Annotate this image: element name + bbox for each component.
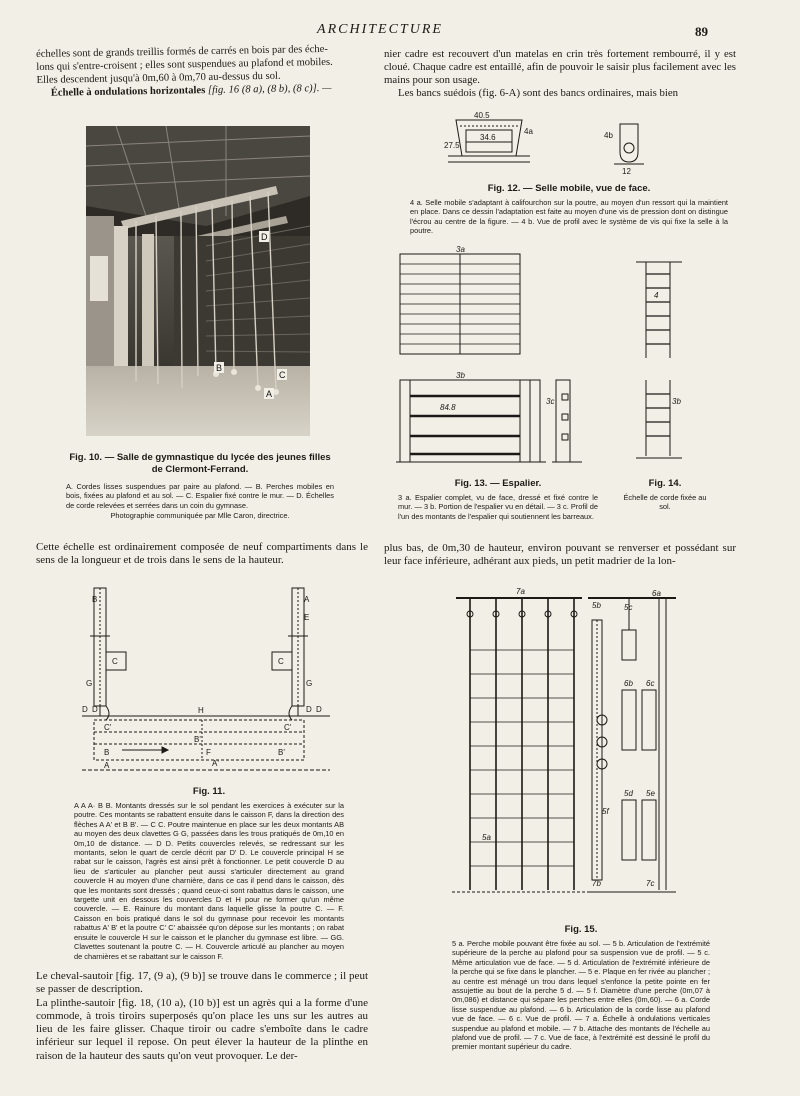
fig13-label: 3b <box>456 371 465 380</box>
fig13-label: 3a <box>456 245 465 254</box>
bancs-text: Les bancs suédois (fig. 6-A) sont des bancs ordinaires, mais bien <box>398 87 679 99</box>
fig15-label: 7b <box>592 879 601 888</box>
fig15-label: 5d <box>624 789 633 798</box>
fig11-legend: A A A· B B. Montants dressés sur le sol pendant les exercices à exécuter sur la poutre. Ces montants se rabattent ensuite dans le caisson F, dans la direction des flèches A A' et B B'. — C C. Poutre maintenue en place sur les deux montants AB au moyen des deux clavettes G G, passées dans les trous pratiqués de 0m,10 en 0m,10 de distance. — D D. Petits couvercles relevés, se redressant sur les montants, selon le quart de cercle décrit par D' D. Le couvercle principal H se rabat sur le caisson, l'agrès est ainsi prêt à fonctionner. Le petit couvercle D au lieu de s'articuler au plancher peut aussi s'articuler directement au grand couvercle H au moyen d'une charnière, dans ce cas il pend dans le caisson, dès que les montants sont dressés ; quand ceux-ci sont rabattus dans le caisson, une targette unit en dessous les couvercles D et H pour ne former qu'un même couvercle. — E. Rainure du montant dans laquelle glisse la poutre C. — F. Caisson en bois pratiqué dans le sol du gymnase pour recevoir les montants rabattus A' B' et la poutre C' C' abaissée qu'on dépose sur les montants ; on rabat ensuite le couvercle H sur le caisson et le plancher du gymnase est libre. — GG. Clavettes soutenant la poutre C. — H. Couvercle articulé au plancher au moyen de charnières et se rabattant sur le caisson F. <box>74 801 344 961</box>
fig15-legend: 5 a. Perche mobile pouvant être fixée au sol. — 5 b. Articulation de l'extrémité supérieure de la perche au plafond pour sa suspension vue de profil. — 5 c. Même articulation vue de face. — 5 d. Articulation de l'extrémité inférieure de la perche qui se fixe dans le plancher. — 5 e. Plaque en fer rivée au plancher ; au centre est ménagé un trou dans lequel s'enfonce la petite pointe en fer assujettie au bout de la perche 5 d. — 5 f. Diamètre d'une perche (0m,07 à 0m,086) et distance qui sépare les perches entre elles (0m,60). — 6 a. Corde lisse suspendue au plafond. — 6 b. Articulation de la corde lisse au plafond vue de face. — 6 c. Vue de profil. — 7 a. Échelle à ondulations verticales suspendue au plafond et mobile. — 7 b. Attache des montants de l'échelle au plafond vue de profil. — 7 c. Vue de face, à l'extrémité est dessiné le profil du premier montant supérieur du cadre. <box>452 939 710 1052</box>
fig12-dim: 27.5 <box>444 141 460 150</box>
heading-bold: Échelle à ondulations horizontales <box>50 85 206 99</box>
fig15-label: 5e <box>646 789 655 798</box>
fig12-title: Fig. 12. — Selle mobile, vue de face. <box>487 183 651 194</box>
intro-line: lons qui s'entre-croisent ; elles sont suspendues au plafond et mobiles. <box>36 56 333 73</box>
fig10-photo <box>86 126 310 436</box>
fig11-label: B <box>92 595 98 604</box>
fig12-dim: 40.5 <box>474 111 490 120</box>
fig11-label: D <box>316 705 322 714</box>
fig11-label: H <box>198 706 204 715</box>
photo-label-a: A <box>266 389 273 399</box>
fig11-label: D <box>306 705 312 714</box>
plinthe-paragraph: La plinthe-sautoir [fig. 18, (10 a), (10 b)] est un agrès qui a la forme d'une commode, à trois tiroirs superposés qu'on place les uns sur les autres au lieu de les faire glisser. Chaque tiroir ou cadre s'emboîte dans le cadre inférieur sur lequel il repose. On peut élever la hauteur de la plinthe en raison de la hauteur des sauts qu'on veut provoquer. Le der- <box>36 996 368 1062</box>
fig12-caption <box>410 183 728 236</box>
cheval-paragraph: Le cheval-sautoir [fig. 17, (9 a), (9 b)] se trouve dans le commerce ; il peut se passer de description. <box>36 970 368 996</box>
fig11-label: A <box>104 761 110 770</box>
intro-paragraph <box>36 42 367 100</box>
fig11-title: Fig. 11. <box>192 786 226 797</box>
fig11-label: C' <box>284 723 292 732</box>
fig15-label: 5c <box>624 603 633 612</box>
photo-label-c: C <box>279 370 286 380</box>
fig14-label: 3b <box>672 397 681 406</box>
left-column <box>36 43 366 100</box>
bancs-paragraph <box>384 87 736 100</box>
fig15-label: 6c <box>646 679 655 688</box>
fig15-label: 5b <box>592 601 601 610</box>
fig10-caption <box>66 452 334 521</box>
intro-line: échelles sont de grands treillis formés de carrés en bois par des éche- <box>36 43 328 60</box>
fig15-drawing <box>452 587 676 920</box>
running-title: ARCHITECTURE <box>317 22 443 37</box>
fig11-caption <box>74 786 344 961</box>
fig15-caption <box>452 924 710 1052</box>
fig14-drawing <box>632 258 692 468</box>
fig10-title: Fig. 10. — Salle de gymnastique du lycée des jeunes filles de Clermont-Ferrand. <box>69 452 331 475</box>
fig14-legend: Échelle de corde fixée au sol. <box>623 493 707 512</box>
fig15-label: 5a <box>482 833 491 842</box>
gymnasium-photo-illustration <box>86 126 310 436</box>
fig13-drawing <box>396 245 606 470</box>
heading-ref: [fig. 16 (8 a), (8 b), (8 c)]. — <box>207 82 332 97</box>
fig12-legend: 4 a. Selle mobile s'adaptant à califourchon sur la poutre, au moyen d'un ressort qui la maintient en place. Dans ce dessin l'adaptation est faite au moyen d'une vis de pression dont on distingue l'écrou au centre de la figure. — 4 b. Vue de profil avec le système de vis qui fixe la selle à la poutre. <box>410 198 728 236</box>
right-column <box>384 48 736 100</box>
fig15-label: 7c <box>646 879 655 888</box>
fig12-dim: 4a <box>524 127 533 136</box>
fig11-label: D <box>82 705 88 714</box>
fig13-label: 84.8 <box>440 403 456 412</box>
fig11-label: E <box>304 613 310 622</box>
fig12-drawing <box>444 112 684 176</box>
fig15-label: 5f <box>602 807 609 816</box>
fig11-label: B' <box>194 735 201 744</box>
fig11-label: C' <box>104 723 112 732</box>
echelle-paragraph: Cette échelle est ordinairement composée de neuf compartiments dans le sens de la longueur et de trois dans le sens de la hauteur. <box>36 541 368 566</box>
fig11-drawing <box>82 580 330 780</box>
fig10-legend: A. Cordes lisses suspendues par paire au plafond. — B. Perches mobiles en bois, fixées au plafond et au sol. — C. Espalier fixé contre le mur. — D. Échelles de corde relevées et serrées dans un coin du gymnase. <box>66 482 334 510</box>
fig15-title: Fig. 15. <box>564 924 598 935</box>
fig15-label: 6b <box>624 679 633 688</box>
fig11-label: A <box>304 595 310 604</box>
fig13-title: Fig. 13. — Espalier. <box>454 478 542 489</box>
fig13-legend: 3 a. Espalier complet, vu de face, dressé et fixé contre le mur. — 3 b. Portion de l'espalier vu en détail. — 3 c. Profil de l'un des montants de l'espalier qui soutiennent les barreaux. <box>398 493 598 521</box>
fig15-label: 6a <box>652 589 661 598</box>
fig15-label: 7a <box>516 587 525 596</box>
fig11-label: C <box>112 657 118 666</box>
fig11-label: A' <box>212 759 219 768</box>
fig14-title: Fig. 14. <box>648 478 682 489</box>
fig11-label: B' <box>278 748 285 757</box>
photo-label-d: D <box>261 232 268 242</box>
intro-line: Elles descendent jusqu'à 0m,60 à 0m,70 au-dessus du sol. <box>36 70 281 86</box>
fig13-label: 3c <box>546 397 555 406</box>
fig14-caption <box>620 478 710 512</box>
bottom-left-text <box>36 970 368 1063</box>
fig11-label: G <box>306 679 313 688</box>
fig11-label: C <box>278 657 284 666</box>
fig12-dim: 12 <box>622 167 631 176</box>
fig11-label: D <box>92 705 98 714</box>
fig12-dim: 34.6 <box>480 133 496 142</box>
page-number: 89 <box>695 24 708 39</box>
plus-bas-paragraph: plus bas, de 0m,30 de hauteur, environ pouvant se renverser et possédant sur leur face inférieure, adhérant aux pieds, un petit madrier de la lon- <box>384 542 736 567</box>
running-head <box>0 22 800 42</box>
fig13-caption <box>398 478 598 521</box>
fig10-credit: Photographie communiquée par Mlle Caron, directrice. <box>110 511 290 521</box>
fig12-dim: 4b <box>604 131 613 140</box>
top-right-paragraph: nier cadre est recouvert d'un matelas en crin très fortement rembourré, il y est cloué. Chaque cadre est entaillé, afin de pouvoir le saisir plus facilement avec les mains pour son usage. <box>384 48 736 86</box>
fig11-label: G <box>86 679 93 688</box>
fig14-label: 4 <box>654 291 659 300</box>
photo-label-b: B <box>216 363 223 373</box>
fig11-label: F <box>206 748 211 757</box>
fig11-label: B <box>104 748 110 757</box>
